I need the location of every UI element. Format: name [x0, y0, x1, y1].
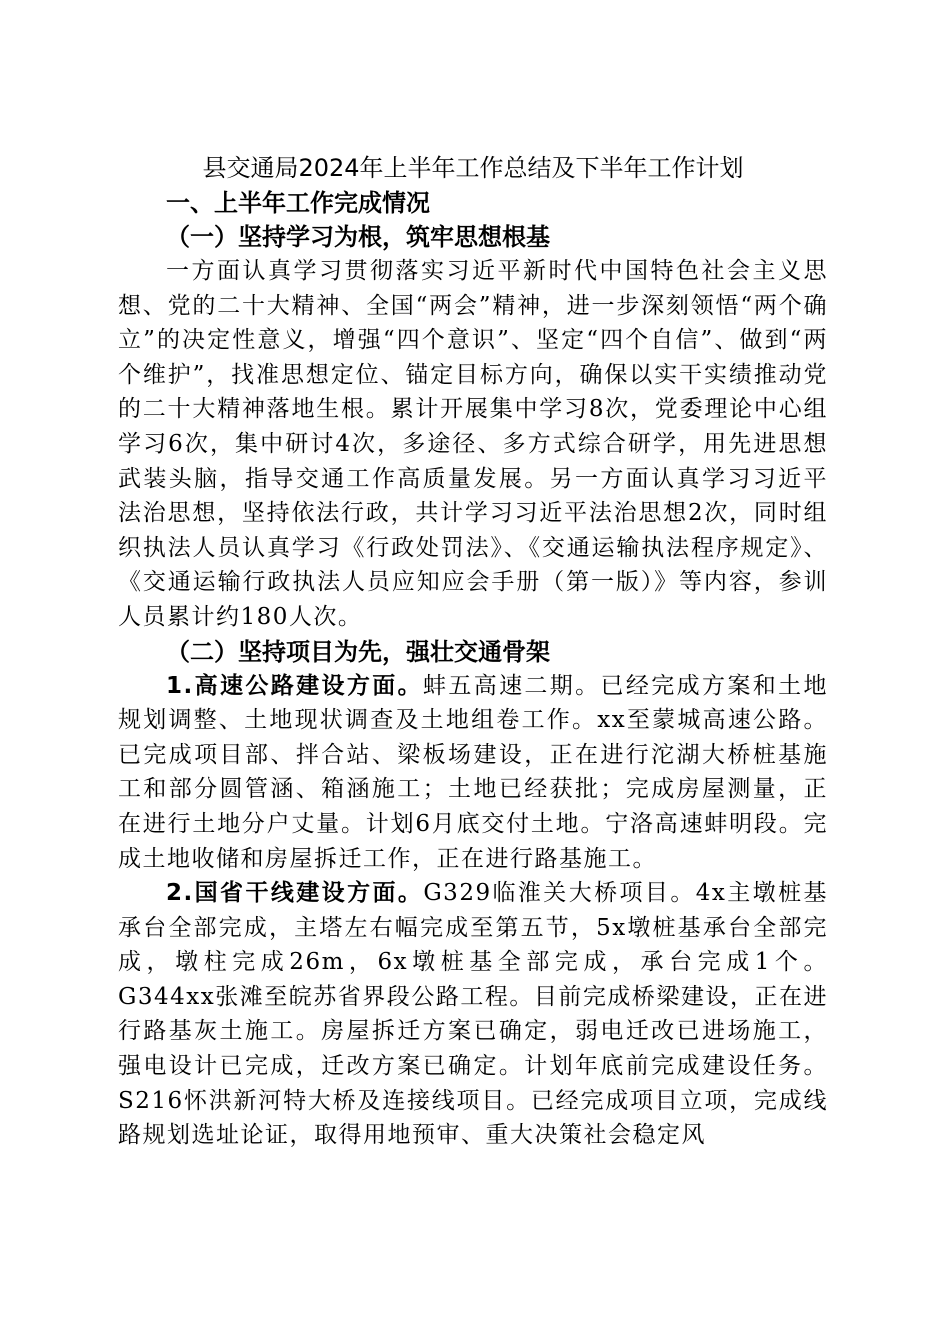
paragraph-lead-trunk-roads: 2.国省干线建设方面。	[166, 880, 424, 907]
paragraph-text-expressway: 蚌五高速二期。已经完成方案和土地规划调整、土地现状调查及土地组卷工作。xx至蒙城高速公路。已完成项目部、拌合站、梁板场建设，正在进行沱湖大桥桩基施工和部分圆管涵、箱涵施工；土地已经获批；完成房屋测量，正在进行土地分户丈量。计划6月底交付土地。宁洛高速蚌明段。完成土地收储和房屋拆迁工作，正在进行路基施工。	[118, 672, 829, 872]
paragraph-study: 一方面认真学习贯彻落实习近平新时代中国特色社会主义思想、党的二十大精神、全国“两会”精神，进一步深刻领悟“两个确立”的决定性意义，增强“四个意识”、坚定“四个自信”、做到“两个维护”，找准思想定位、锚定目标方向，确保以实干实绩推动党的二十大精神落地生根。累计开展集中学习8次，党委理论中心组学习6次，集中研讨4次，多途径、多方式综合研学，用先进思想武装头脑，指导交通工作高质量发展。另一方面认真学习习近平法治思想，坚持依法行政，共计学习习近平法治思想2次，同时组织执法人员认真学习《行政处罚法》、《交通运输执法程序规定》、《交通运输行政执法人员应知应会手册（第一版）》等内容，参训人员累计约180人次。	[118, 258, 828, 630]
paragraph-lead-expressway: 1.高速公路建设方面。	[166, 672, 423, 699]
section-heading-1: 一、上半年工作完成情况	[166, 189, 430, 217]
subsection-heading-1: （一）坚持学习为根，筑牢思想根基	[166, 222, 550, 251]
document-title: 县交通局2024年上半年工作总结及下半年工作计划	[202, 154, 744, 182]
subsection-heading-2: （二）坚持项目为先，强壮交通骨架	[166, 636, 550, 666]
paragraph-text-trunk-roads: G329临淮关大桥项目。4x主墩桩基承台全部完成，主塔左右幅完成至第五节，5x墩桩基承台全部完成，墩柱完成26m，6x墩桩基全部完成，承台完成1个。G344xx张滩至皖苏省界段公路工程。目前完成桥梁建设，正在进行路基灰土施工。房屋拆迁方案已确定，弱电迁改已进场施工，强电设计已完成，迁改方案已确定。计划年底前完成建设任务。S216怀洪新河特大桥及连接线项目。已经完成项目立项，完成线路规划选址论证，取得用地预审、重大决策社会稳定风	[118, 880, 828, 1149]
paragraph-expressway	[118, 669, 828, 877]
paragraph-trunk-roads	[118, 876, 828, 1153]
document-body	[118, 150, 828, 1153]
